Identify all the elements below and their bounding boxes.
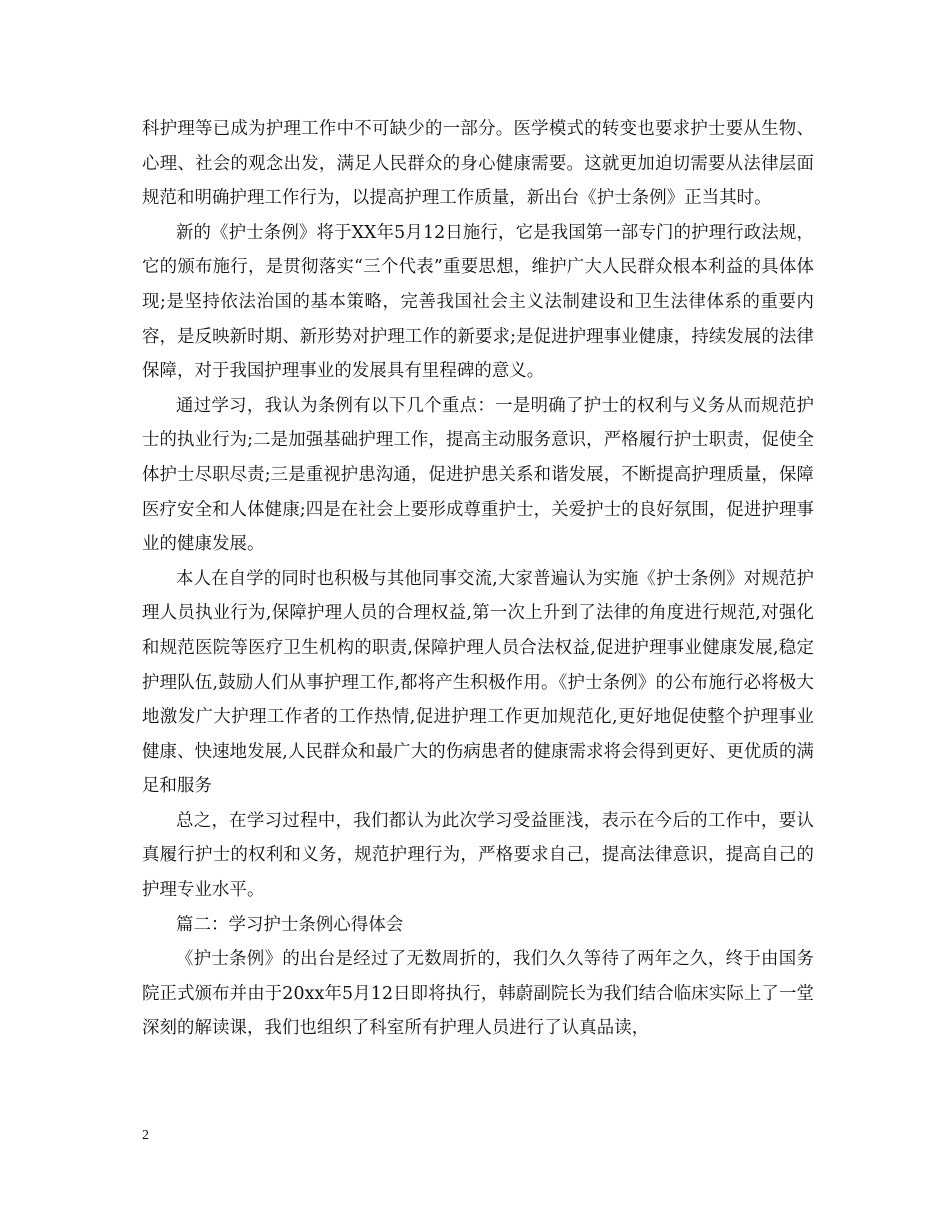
document-body [142,112,814,1046]
paragraph-6: 《护士条例》的出台是经过了无数周折的，我们久久等待了两年之久，终于由国务院正式颁布并由于20xx年5月12日即将执行，韩蔚副院长为我们结合临床实际上了一堂深刻的解读课，我们也组织了科室所有护理人员进行了认真品读， [142,949,814,1039]
section-heading: 篇二：学习护士条例心得体会 [176,914,404,935]
paragraph-4: 本人在自学的同时也积极与其他同事交流,大家普遍认为实施《护士条例》对规范护理人员执业行为,保障护理人员的合理权益,第一次上升到了法律的角度进行规范,对强化和规范医院等医疗卫生机构的职责,保障护理人员合法权益,促进护理事业健康发展,稳定护理队伍,鼓励人们从事护理工作,都将产生积极作用。《护士条例》的公布施行必将极大地激发广大护理工作者的工作热情,促进护理工作更加规范化,更好地促使整个护理事业健康、快速地发展,人民群众和最广大的伤病患者的健康需求将会得到更好、更优质的满足和服务 [142,568,814,797]
paragraph-3: 通过学习，我认为条例有以下几个重点：一是明确了护士的权利与义务从而规范护士的执业行为;二是加强基础护理工作，提高主动服务意识，严格履行护士职责，促使全体护士尽职尽责;三是重视护患沟通，促进护患关系和谐发展，不断提高护理质量，保障医疗安全和人体健康;四是在社会上要形成尊重护士，关爱护士的良好氛围，促进护理事业的健康发展。 [142,395,814,555]
paragraph-2: 新的《护士条例》将于XX年5月12日施行，它是我国第一部专门的护理行政法规，它的颁布施行，是贯彻落实“三个代表”重要思想，维护广大人民群众根本利益的具体体现;是坚持依法治国的基本策略，完善我国社会主义法制建设和卫生法律体系的重要内容，是反映新时期、新形势对护理工作的新要求;是促进护理事业健康，持续发展的法律保障，对于我国护理事业的发展具有里程碑的意义。 [142,222,814,382]
paragraph-1: 科护理等已成为护理工作中不可缺少的一部分。医学模式的转变也要求护士要从生物、心理、社会的观念出发，满足人民群众的身心健康需要。这就更加迫切需要从法律层面规范和明确护理工作行为，以提高护理工作质量，新出台《护士条例》正当其时。 [142,119,814,209]
page-number: 2 [142,1128,149,1143]
paragraph-5: 总之，在学习过程中，我们都认为此次学习受益匪浅，表示在今后的工作中，要认真履行护士的权利和义务，规范护理行为，严格要求自己，提高法律意识，提高自己的护理专业水平。 [142,810,814,901]
